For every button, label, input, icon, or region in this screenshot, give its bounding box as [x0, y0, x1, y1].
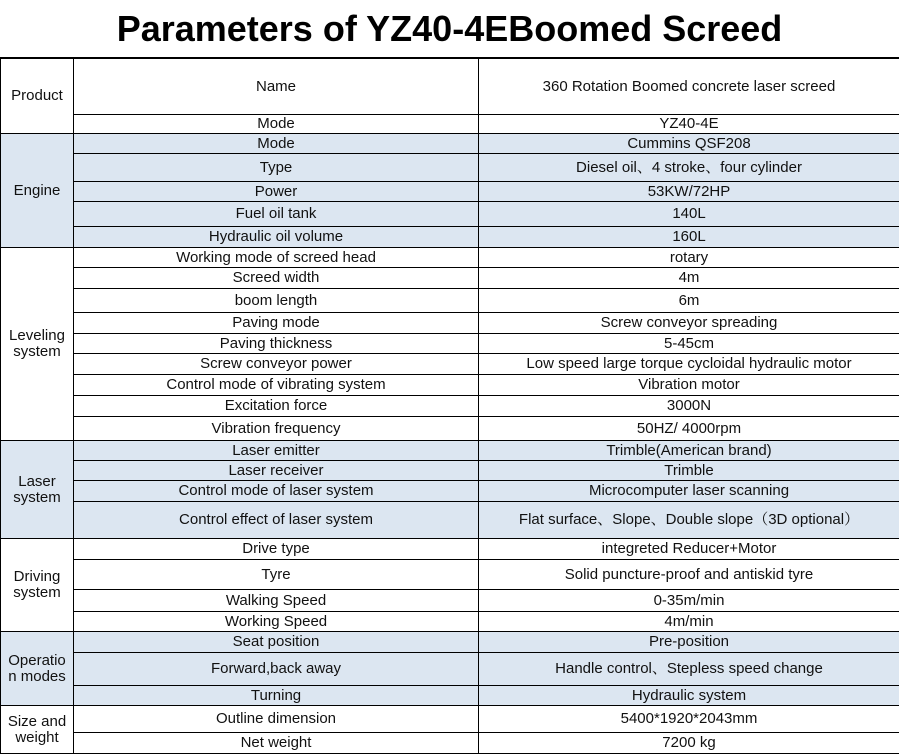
param-value: 7200 kg — [479, 733, 899, 754]
table-row — [1, 590, 899, 612]
param-value: Diesel oil、4 stroke、four cylinder — [479, 154, 899, 182]
param-value: 4m — [479, 268, 899, 289]
param-value: 360 Rotation Boomed concrete laser screed — [479, 59, 899, 115]
param-name: Working Speed — [74, 612, 479, 632]
table-row — [1, 268, 899, 289]
parameters-table — [0, 58, 899, 754]
table-row — [1, 653, 899, 686]
param-value: Low speed large torque cycloidal hydraulic motor — [479, 354, 899, 375]
param-name: Vibration frequency — [74, 417, 479, 441]
table-row — [1, 248, 899, 268]
param-value: 140L — [479, 202, 899, 227]
param-name: Laser receiver — [74, 461, 479, 481]
param-name: boom length — [74, 289, 479, 313]
param-name: Hydraulic oil volume — [74, 227, 479, 248]
param-value: Flat surface、Slope、Double slope（3D optional） — [479, 502, 899, 539]
category-label: Operatio — [8, 651, 66, 669]
param-name: Laser emitter — [74, 441, 479, 461]
param-name: Name — [74, 59, 479, 115]
param-value: Screw conveyor spreading — [479, 313, 899, 334]
table-row — [1, 441, 899, 461]
param-name: Paving thickness — [74, 334, 479, 354]
param-value: 4m/min — [479, 612, 899, 632]
param-value: 6m — [479, 289, 899, 313]
table-row — [1, 632, 899, 653]
table-row — [1, 481, 899, 502]
category-laser-system: Laser system — [1, 441, 74, 539]
table-row — [1, 396, 899, 417]
param-name: Forward,back away — [74, 653, 479, 686]
param-value: Handle control、Stepless speed change — [479, 653, 899, 686]
param-name: Outline dimension — [74, 706, 479, 733]
table-row — [1, 417, 899, 441]
category-driving-system: Driving system — [1, 539, 74, 632]
table-row — [1, 539, 899, 560]
param-value: Pre-position — [479, 632, 899, 653]
table-row — [1, 502, 899, 539]
param-name: Control mode of laser system — [74, 481, 479, 502]
table-row — [1, 182, 899, 202]
table-row — [1, 227, 899, 248]
param-value: 50HZ/ 4000rpm — [479, 417, 899, 441]
param-name: Tyre — [74, 560, 479, 590]
param-value: Microcomputer laser scanning — [479, 481, 899, 502]
param-name: Mode — [74, 115, 479, 134]
table-row — [1, 375, 899, 396]
param-name: Drive type — [74, 539, 479, 560]
param-name: Screed width — [74, 268, 479, 289]
param-name: Excitation force — [74, 396, 479, 417]
param-value: Vibration motor — [479, 375, 899, 396]
param-value: Trimble — [479, 461, 899, 481]
table-row — [1, 461, 899, 481]
param-name: Seat position — [74, 632, 479, 653]
table-row — [1, 313, 899, 334]
param-name: Working mode of screed head — [74, 248, 479, 268]
param-value: 0-35m/min — [479, 590, 899, 612]
category-product: Product — [1, 59, 74, 134]
table-row — [1, 154, 899, 182]
param-name: Type — [74, 154, 479, 182]
param-name: Mode — [74, 134, 479, 154]
param-name: Control effect of laser system — [74, 502, 479, 539]
param-name: Fuel oil tank — [74, 202, 479, 227]
table-row — [1, 706, 899, 733]
param-name: Power — [74, 182, 479, 202]
param-value: 53KW/72HP — [479, 182, 899, 202]
table-row — [1, 59, 899, 115]
param-name: Net weight — [74, 733, 479, 754]
param-name: Screw conveyor power — [74, 354, 479, 375]
table-row — [1, 612, 899, 632]
param-name: Paving mode — [74, 313, 479, 334]
table-row — [1, 560, 899, 590]
table-row — [1, 334, 899, 354]
category-label: n modes — [8, 667, 66, 685]
param-value: YZ40-4E — [479, 115, 899, 134]
param-value: rotary — [479, 248, 899, 268]
param-value: integreted Reducer+Motor — [479, 539, 899, 560]
param-value: Solid puncture-proof and antiskid tyre — [479, 560, 899, 590]
param-name: Control mode of vibrating system — [74, 375, 479, 396]
table-row — [1, 202, 899, 227]
table-row — [1, 115, 899, 134]
table-row — [1, 686, 899, 706]
table-row — [1, 733, 899, 754]
param-value: 5-45cm — [479, 334, 899, 354]
category-operation-modes — [1, 632, 74, 706]
param-value: 3000N — [479, 396, 899, 417]
table-row — [1, 134, 899, 154]
param-name: Walking Speed — [74, 590, 479, 612]
page-title: Parameters of YZ40-4EBoomed Screed — [0, 0, 899, 58]
param-name: Turning — [74, 686, 479, 706]
param-value: Trimble(American brand) — [479, 441, 899, 461]
param-value: Hydraulic system — [479, 686, 899, 706]
table-row — [1, 354, 899, 375]
table-row — [1, 289, 899, 313]
category-leveling-system: Leveling system — [1, 248, 74, 441]
category-size-and-weight: Size and weight — [1, 706, 74, 754]
category-engine: Engine — [1, 134, 74, 248]
param-value: Cummins QSF208 — [479, 134, 899, 154]
param-value: 160L — [479, 227, 899, 248]
param-value: 5400*1920*2043mm — [479, 706, 899, 733]
